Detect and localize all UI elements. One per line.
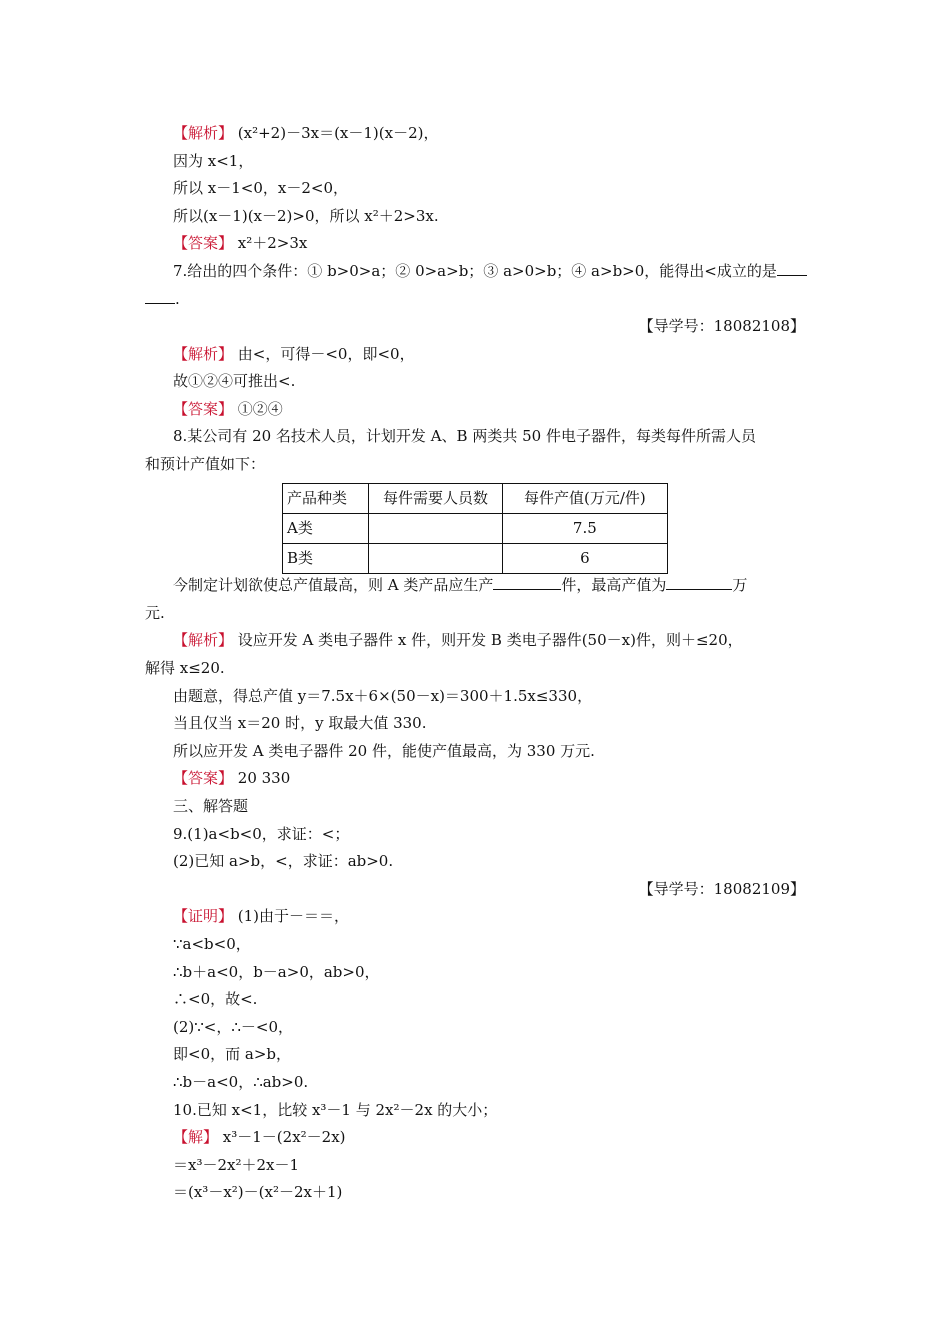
- analysis-tag: 【解析】: [173, 631, 234, 649]
- product-table: [282, 483, 668, 574]
- proof-line: 即<0，而 a>b，: [173, 1045, 291, 1063]
- text: 20 330: [233, 769, 291, 787]
- solution-line: 所以(x－1)(x－2)>0，所以 x²＋2>3x.: [173, 207, 439, 225]
- answer-tag: 【答案】: [173, 769, 234, 787]
- answer-line: [173, 767, 805, 789]
- answer-tag: 【答案】: [173, 234, 234, 252]
- guide-number: 【导学号：18082109】: [638, 880, 805, 898]
- question-8-fill-cont: 元.: [145, 604, 165, 622]
- table-header: 产品种类: [283, 484, 369, 514]
- table-cell: A类: [283, 514, 369, 544]
- proof-line: [173, 905, 805, 927]
- question-10: 10.已知 x<1，比较 x³－1 与 2x²－2x 的大小；: [173, 1101, 498, 1119]
- text: 万: [732, 576, 748, 594]
- text: (x²+2)－3x＝(x－1)(x－2)，: [233, 124, 439, 142]
- text: ①②④: [233, 400, 283, 418]
- solution-line: 故①②④可推出<.: [173, 372, 296, 390]
- question-8: 8.某公司有 20 名技术人员，计划开发 A、B 两类共 50 件电子器件，每类每件所需人员: [173, 427, 756, 445]
- text: 设应开发 A 类电子器件 x 件，则开发 B 类电子器件(50－x)件，则＋≤20，: [233, 631, 743, 649]
- text: .: [175, 290, 180, 308]
- solution-line: ＝(x³－x²)－(x²－2x＋1): [173, 1183, 343, 1201]
- proof-line: (2)∵<，∴－<0，: [173, 1018, 294, 1036]
- text: x²＋2>3x: [233, 234, 308, 252]
- table-header: 每件产值(万元/件): [502, 484, 667, 514]
- answer-blank: [493, 575, 561, 590]
- question-7: [173, 260, 805, 282]
- table-cell: [369, 514, 503, 544]
- text: 由<，可得－<0，即<0，: [233, 345, 415, 363]
- solution-line: 因为 x<1，: [173, 152, 254, 170]
- answer-blank: [145, 289, 175, 304]
- solution-line: [173, 1126, 805, 1148]
- text: x³－1－(2x²－2x): [218, 1128, 346, 1146]
- answer-tag: 【答案】: [173, 400, 234, 418]
- table-row: [283, 514, 668, 544]
- proof-line: ∴b＋a<0，b－a>0，ab>0，: [173, 963, 380, 981]
- text: 7.给出的四个条件：① b>0>a；② 0>a>b；③ a>0>b；④ a>b>0，能得出<成立的是: [173, 262, 777, 280]
- solution-line: 当且仅当 x＝20 时，y 取最大值 330.: [173, 714, 427, 732]
- analysis-tag: 【解析】: [173, 345, 234, 363]
- analysis-tag: 【解析】: [173, 124, 234, 142]
- solution-line: 解得 x≤20.: [145, 659, 225, 677]
- solution-line: [173, 343, 805, 365]
- text: 件，最高产值为: [561, 576, 667, 594]
- answer-blank: [666, 575, 732, 590]
- table-header-row: [283, 484, 668, 514]
- table-cell: 6: [502, 544, 667, 574]
- proof-tag: 【证明】: [173, 907, 234, 925]
- question-8-cont: 和预计产值如下：: [145, 455, 266, 473]
- answer-line: [173, 398, 805, 420]
- table-row: [283, 544, 668, 574]
- question-9: 9.(1)a<b<0，求证：<；: [173, 825, 350, 843]
- proof-line: ∴b－a<0，∴ab>0.: [173, 1073, 309, 1091]
- text: (1)由于－＝＝，: [233, 907, 350, 925]
- question-8-fill: [173, 574, 805, 596]
- table-cell: B类: [283, 544, 369, 574]
- proof-line: ∴<0，故<.: [173, 990, 258, 1008]
- section-heading: 三、解答题: [173, 797, 249, 815]
- solution-line: [173, 629, 805, 651]
- answer-line: [173, 232, 805, 254]
- solution-line: 由题意，得总产值 y＝7.5x＋6×(50－x)＝300＋1.5x≤330，: [173, 687, 593, 705]
- table-header: 每件需要人员数: [369, 484, 503, 514]
- answer-blank: [777, 261, 807, 276]
- solution-tag: 【解】: [173, 1128, 219, 1146]
- table-cell: [369, 544, 503, 574]
- text: 今制定计划欲使总产值最高，则 A 类产品应生产: [173, 576, 494, 594]
- proof-line: ∵a<b<0，: [173, 935, 251, 953]
- question-7-cont: [145, 288, 805, 310]
- question-9-part2: (2)已知 a>b，<，求证：ab>0.: [173, 852, 394, 870]
- solution-line: 所以 x－1<0，x－2<0，: [173, 179, 348, 197]
- solution-line: 所以应开发 A 类电子器件 20 件，能使产值最高，为 330 万元.: [173, 742, 595, 760]
- solution-line: [173, 122, 805, 144]
- table-cell: 7.5: [502, 514, 667, 544]
- solution-line: ＝x³－2x²＋2x－1: [173, 1156, 300, 1174]
- guide-number: 【导学号：18082108】: [638, 317, 805, 335]
